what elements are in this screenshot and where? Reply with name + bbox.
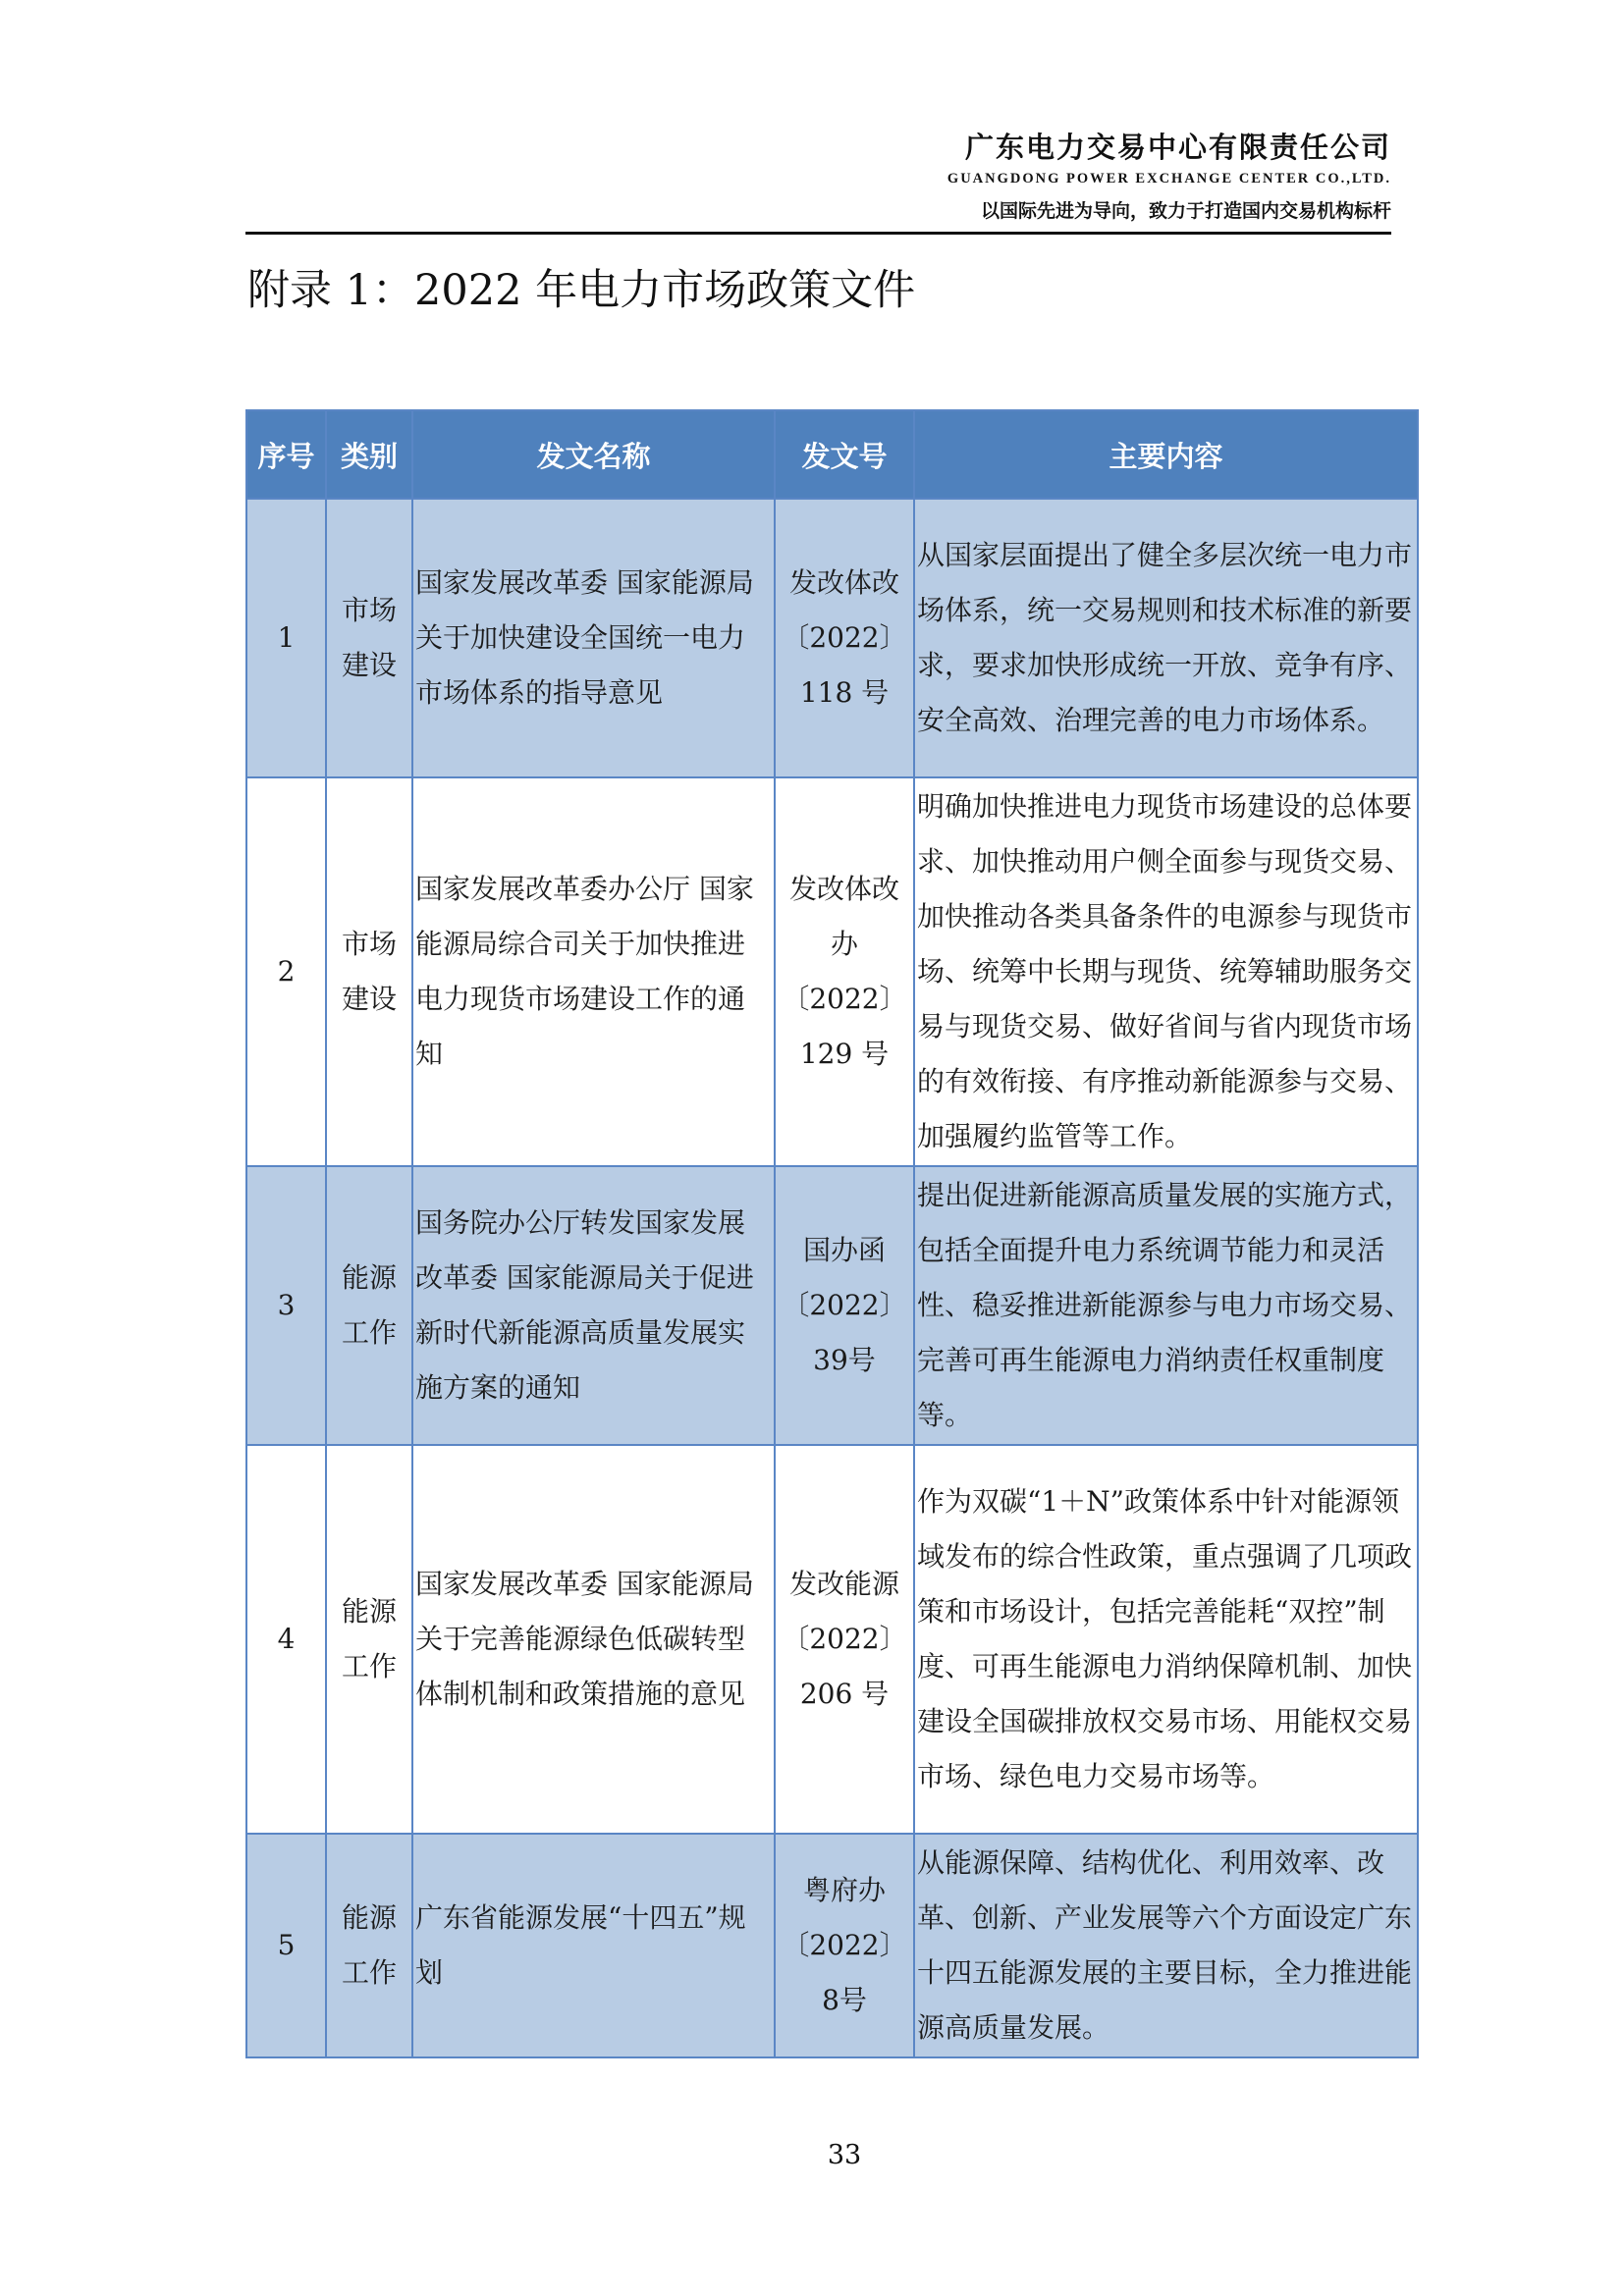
table-row [246, 1445, 1418, 1834]
cell-category: 能源工作 [326, 1166, 412, 1445]
cell-doc-no: 发改体改办〔2022〕129 号 [775, 777, 914, 1166]
col-header-doc-no: 发文号 [775, 410, 914, 499]
cell-name: 国家发展改革委 国家能源局关于加快建设全国统一电力市场体系的指导意见 [412, 499, 775, 777]
cell-doc-no: 发改体改〔2022〕118 号 [775, 499, 914, 777]
company-name-en: GUANGDONG POWER EXCHANGE CENTER CO.,LTD. [947, 171, 1391, 187]
cell-category: 市场建设 [326, 499, 412, 777]
table-header-row [246, 410, 1418, 499]
col-header-category: 类别 [326, 410, 412, 499]
table-row [246, 499, 1418, 777]
company-slogan: 以国际先进为导向，致力于打造国内交易机构标杆 [980, 200, 1391, 222]
cell-no: 5 [246, 1834, 326, 2057]
cell-name: 国家发展改革委 国家能源局关于完善能源绿色低碳转型体制机制和政策措施的意见 [412, 1445, 775, 1834]
cell-doc-no: 国办函〔2022〕39号 [775, 1166, 914, 1445]
cell-doc-no: 粤府办〔2022〕8号 [775, 1834, 914, 2057]
cell-content: 从国家层面提出了健全多层次统一电力市场体系，统一交易规则和技术标准的新要求，要求加快形成统一开放、竞争有序、安全高效、治理完善的电力市场体系。 [914, 499, 1418, 777]
cell-no: 2 [246, 777, 326, 1166]
cell-category: 能源工作 [326, 1834, 412, 2057]
cell-content: 从能源保障、结构优化、利用效率、改革、创新、产业发展等六个方面设定广东十四五能源发展的主要目标，全力推进能源高质量发展。 [914, 1834, 1418, 2057]
cell-content: 作为双碳“1＋N”政策体系中针对能源领域发布的综合性政策，重点强调了几项政策和市场设计，包括完善能耗“双控”制度、可再生能源电力消纳保障机制、加快建设全国碳排放权交易市场、用能权交易市场、绿色电力交易市场等。 [914, 1445, 1418, 1834]
cell-no: 1 [246, 499, 326, 777]
header-rule [245, 232, 1391, 235]
page-number: 33 [827, 2140, 862, 2170]
cell-content: 明确加快推进电力现货市场建设的总体要求、加快推动用户侧全面参与现货交易、加快推动各类具备条件的电源参与现货市场、统筹中长期与现货、统筹辅助服务交易与现货交易、做好省间与省内现货市场的有效衔接、有序推动新能源参与交易、加强履约监管等工作。 [914, 777, 1418, 1166]
cell-category: 市场建设 [326, 777, 412, 1166]
cell-no: 4 [246, 1445, 326, 1834]
policy-table [245, 409, 1419, 2058]
cell-name: 国务院办公厅转发国家发展改革委 国家能源局关于促进新时代新能源高质量发展实施方案的通知 [412, 1166, 775, 1445]
cell-name: 广东省能源发展“十四五”规划 [412, 1834, 775, 2057]
page-title: 附录 1：2022 年电力市场政策文件 [247, 266, 916, 315]
col-header-name: 发文名称 [412, 410, 775, 499]
table-row [246, 777, 1418, 1166]
cell-no: 3 [246, 1166, 326, 1445]
cell-content: 提出促进新能源高质量发展的实施方式，包括全面提升电力系统调节能力和灵活性、稳妥推进新能源参与电力市场交易、完善可再生能源电力消纳责任权重制度等。 [914, 1166, 1418, 1445]
col-header-content: 主要内容 [914, 410, 1418, 499]
cell-category: 能源工作 [326, 1445, 412, 1834]
col-header-no: 序号 [246, 410, 326, 499]
cell-name: 国家发展改革委办公厅 国家能源局综合司关于加快推进电力现货市场建设工作的通知 [412, 777, 775, 1166]
cell-doc-no: 发改能源〔2022〕206 号 [775, 1445, 914, 1834]
table-row [246, 1166, 1418, 1445]
company-name-cn: 广东电力交易中心有限责任公司 [964, 131, 1391, 164]
table-row [246, 1834, 1418, 2057]
